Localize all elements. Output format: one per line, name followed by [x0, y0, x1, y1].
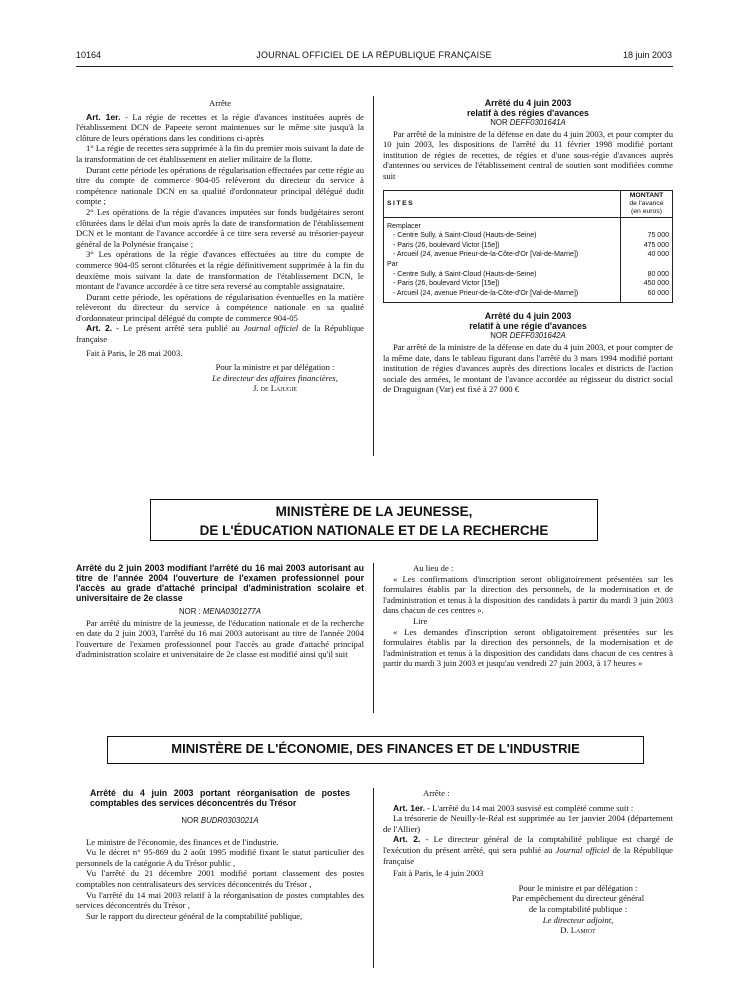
- signature-line: Pour la ministre et par délégation :: [215, 362, 335, 373]
- group-label: Par: [387, 260, 398, 268]
- arrete-subtitle: relatif à des régies d'avances: [467, 108, 589, 118]
- signature-line: de la comptabilité publique :: [528, 903, 628, 914]
- amount-value: 75 000: [647, 232, 669, 240]
- paragraph: Par arrêté de la ministre de la défense en date du 4 juin 2003, et pour compter de la même date, dans le tableau figurant dans l'arrêté du 3 mars 1994 modifié portant institution de régies d'avances auprès des directions locales et districts de l'action sociale des armées, le montant de l'avance accordée au régisseur du district social de Draguignan (Var) est fixé à 27 000 €: [383, 341, 673, 395]
- place-date: Fait à Paris, le 4 juin 2003: [393, 868, 484, 879]
- quoted-text: « Les demandes d'inscription seront obligatoirement présentées sur les formulaires établis par la direction des personnels, de la modernisation et de l'administration et tenus à la disposition des candidats dans chacun de ces centres à partir du mardi 3 juin 2003 et jusqu'au vendredi 27 juin 2003, à 17 heures »: [383, 626, 673, 669]
- mid-left-column: [76, 563, 364, 660]
- arrete-heading: Arrête :: [423, 788, 450, 798]
- site-entry: - Paris (26, boulevard Victor [15e]): [393, 241, 500, 249]
- page-header: [0, 50, 748, 64]
- paragraph: La trésorerie de Neuilly-le-Réal est supprimée au 1er janvier 2004 (département de l'Allier): [383, 813, 673, 834]
- signature-line: Par empêchement du directeur général: [511, 893, 645, 904]
- sites-table-wrapper: [383, 190, 673, 304]
- arrete-title: Arrêté du 2 juin 2003 modifiant l'arrêté du 16 mai 2003 autorisant au titre de l'année 2004 l'ouverture de l'examen professionnel pour l'accès au grade d'attaché principal d'administration scolaire et universitaire de 2e classe: [76, 563, 364, 603]
- publication-date: 18 juin 2003: [622, 50, 672, 60]
- article-2: Art. 2. - Le directeur général de la comptabilité publique est chargé de l'exécution du présent arrêté, qui sera publié au Journal officiel de la République française: [383, 834, 674, 866]
- ministry-heading-box: [107, 736, 644, 764]
- mid-right-column: [383, 563, 673, 669]
- ministry-heading-box: [150, 499, 598, 541]
- nor-reference: NOR : MENA0301277A: [179, 607, 261, 616]
- page-number: 10164: [76, 50, 102, 60]
- table-header-row: [384, 190, 673, 217]
- amount-value: 80 000: [647, 270, 669, 278]
- column-divider: [373, 788, 374, 968]
- nor-reference: NOR DEFF0301642A: [490, 331, 566, 341]
- site-entry: - Centre Sully, à Saint-Cloud (Hauts-de-Seine): [393, 270, 537, 278]
- nor-reference: NOR DEFF0301641A: [490, 118, 566, 127]
- amendment-label: Au lieu de :: [413, 563, 454, 573]
- bottom-right-column: [383, 788, 673, 936]
- column-divider: [373, 563, 374, 713]
- column-divider: [373, 96, 374, 456]
- journal-title: JOURNAL OFFICIEL DE LA RÉPUBLIQUE FRANÇAISE: [256, 50, 492, 60]
- article-1: Art. 1er. - La régie de recettes et la régie d'avances instituées auprès de l'établissement DCN de Papeete seront maintenues sur le même site jusqu'à la clôture de leurs opérations dans les conditions ci-après: [76, 111, 364, 143]
- arrete-subtitle: relatif à une régie d'avances: [469, 321, 587, 332]
- quoted-text: « Les confirmations d'inscription seront obligatoirement présentées sur les formulaires établis par la direction des personnels, de la modernisation et de l'administration et tenus à la disposition des candidats à partir du mardi 3 juin 2003 dans chacun de ces centres ».: [383, 573, 673, 616]
- arrete-title: Arrêté du 4 juin 2003: [484, 98, 572, 108]
- ministry-name-line: MINISTÈRE DE LA JEUNESSE,: [275, 504, 473, 519]
- column-header-sites: SITES: [384, 190, 621, 217]
- column-header-amount: MONTANT de l'avance (en euros): [621, 190, 673, 217]
- paragraph: 3° Les opérations de la régie d'avances effectuées au titre du compte de commerce 904-05 seront clôturées et la régie définitivement supprimée à la fin du deuxième mois suivant la date de transformation de l'établissement DCN, le montant de l'avance accordée à ce titre sera reversé au comptable assignataire.: [76, 249, 364, 292]
- site-entry: - Paris (26, boulevard Victor [15e]): [393, 280, 500, 288]
- paragraph: Vu le décret n° 95-869 du 2 août 1995 modifié fixant le statut particulier des personnels de la catégorie A du Trésor public ,: [76, 847, 364, 868]
- arrete-title: Arrêté du 4 juin 2003 portant réorganisation de postes comptables des services déconcentrés du Trésor: [90, 788, 350, 808]
- arrete-title: Arrêté du 4 juin 2003: [484, 311, 572, 322]
- left-top-column: [76, 98, 364, 394]
- amount-value: 450 000: [643, 280, 669, 288]
- amendment-label: Lire: [413, 615, 428, 626]
- ministry-name-line: MINISTÈRE DE L'ÉCONOMIE, DES FINANCES ET DE L'INDUSTRIE: [171, 741, 580, 756]
- header-rule: [76, 66, 673, 67]
- sites-table: [383, 190, 673, 304]
- paragraph: 1° La régie de recettes sera supprimée à la fin du premier mois suivant la date de la transformation de cet établissement en atelier militaire de la flotte.: [76, 143, 364, 164]
- site-entry: - Arcueil (24, avenue Prieur-de-la-Côte-d'Or [Val-de-Marne]): [393, 289, 579, 297]
- ministry-name-line: DE L'ÉDUCATION NATIONALE ET DE LA RECHERCHE: [199, 523, 549, 538]
- site-entry: - Centre Sully, à Saint-Cloud (Hauts-de-Seine): [393, 232, 537, 240]
- paragraph: Durant cette période les opérations de régularisation effectuées par cette régie au titre du compte de commerce 904-05 relèveront du directeur du service à compétence nationale DCN en sa qualité d'ordonnateur principal délégué dudit compte ;: [76, 164, 364, 207]
- paragraph: Par arrêté de la ministre de la défense en date du 4 juin 2003, et pour compter du 10 juin 2003, les dispositions de l'arrêté du 11 février 1998 modifié portant institution de régies de recettes, de régies et d'une sous-régie d'avances auprès d'antennes ou services de l'établissement central de soutien sont modifiées comme suit: [383, 128, 673, 181]
- paragraph: Par arrêté du ministre de la jeunesse, de l'éducation nationale et de la recherche en date du 2 juin 2003, l'arrêté du 16 mai 2003 autorisant au titre de l'année 2004 l'ouverture de l'examen professionnel pour l'accès au grade d'attaché principal d'administration scolaire et universitaire de 2e classe est modifié ainsi qu'il suit: [76, 617, 364, 660]
- article-2: Art. 2. - Le présent arrêté sera publié au Journal officiel de la République française: [76, 323, 364, 345]
- right-top-column: [383, 98, 673, 395]
- paragraph: 2° Les opérations de la régie d'avances imputées sur fonds budgétaires seront clôturées dans le délai d'un mois après la date de transformation de l'établissement DCN et le montant de l'avance accordée à ce titre sera reversé au trésorier-payeur général de la Polynésie française ;: [76, 206, 364, 249]
- paragraph: Durant cette période, les opérations de régularisation éventuelles en la matière relèveront du directeur du service à compétence nationale en sa qualité d'ordonnateur principal délégué du compte de commerce 904-05: [76, 291, 364, 323]
- arrete-heading: Arrête: [209, 98, 231, 108]
- signature-title: Le directeur des affaires financières,: [212, 372, 338, 383]
- sites-cell: [384, 217, 621, 303]
- paragraph: Le ministre de l'économie, des finances et de l'industrie.: [86, 836, 279, 847]
- signatory-name: J. de Lajugie: [252, 383, 298, 394]
- signature-line: Pour le ministre et par délégation :: [518, 882, 638, 893]
- site-entry: - Arcueil (24, avenue Prieur-de-la-Côte-d'Or [Val-de-Marne]): [393, 251, 579, 259]
- group-label: Remplacer: [387, 222, 421, 230]
- place-date: Fait à Paris, le 28 mai 2003.: [86, 347, 183, 358]
- amount-value: 60 000: [647, 289, 669, 297]
- amount-value: 40 000: [647, 251, 669, 259]
- bottom-left-column: [76, 788, 364, 921]
- signatory-name: D. Lamiot: [560, 925, 596, 936]
- article-1: Art. 1er. - L'arrêté du 14 mai 2003 susvisé est complété comme suit :: [393, 802, 634, 813]
- paragraph: Vu l'arrêté du 14 mai 2003 relatif à la réorganisation de postes comptables des services déconcentrés du Trésor ,: [76, 889, 364, 911]
- signature-title: Le directeur adjoint,: [542, 914, 614, 925]
- nor-reference: NOR BUDR0303021A: [181, 816, 259, 825]
- amounts-cell: [621, 217, 673, 303]
- paragraph: Sur le rapport du directeur général de la comptabilité publique,: [86, 910, 303, 921]
- amount-value: 475 000: [643, 241, 669, 249]
- table-body-row: [384, 217, 673, 303]
- paragraph: Vu l'arrêté du 21 décembre 2001 modifié portant classement des postes comptables non centralisateurs des services déconcentrés du Trésor ,: [76, 868, 364, 889]
